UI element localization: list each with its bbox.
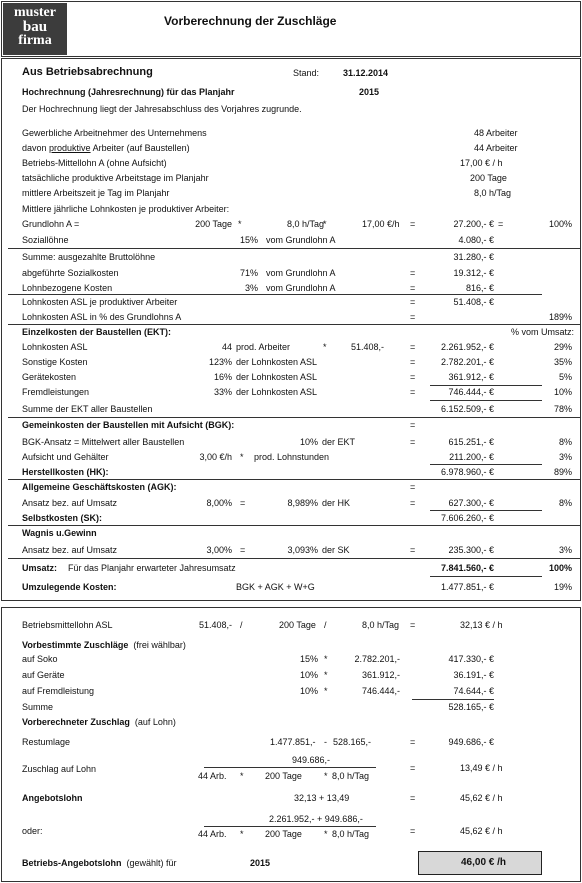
bml-a: 51.408,-: [198, 620, 232, 630]
rest-op: -: [324, 737, 327, 747]
info-label: [22, 143, 190, 153]
vz-row-label: auf Geräte: [22, 670, 65, 680]
sozial-basis: vom Grundlohn A: [266, 235, 336, 245]
vz-sum-value: 528.165,- €: [448, 702, 494, 712]
agk-value: 627.300,- €: [448, 498, 494, 508]
oder-op: *: [240, 829, 244, 839]
oder-a: 44 Arb.: [198, 829, 227, 839]
equals-sign: =: [410, 387, 416, 397]
divider: [8, 324, 581, 325]
equals-sign: =: [410, 763, 416, 773]
rest-value: 949.686,- €: [448, 737, 494, 747]
angl-formula: 32,13 + 13,49: [294, 793, 350, 803]
bal-sub: (gewählt) für: [126, 858, 177, 868]
stand-date: 31.12.2014: [343, 68, 389, 78]
vz-row-pct: 15%: [299, 654, 318, 664]
info-value: 44 Arbeiter: [474, 143, 518, 153]
bml-b: 200 Tage: [279, 620, 316, 630]
divider: [8, 479, 581, 480]
zal-op: *: [240, 771, 244, 781]
zal-c: 8,0 h/Tag: [332, 771, 370, 781]
ekt-row-label: Lohnkosten ASL: [22, 342, 88, 352]
ekt-sum-value: 6.152.509,- €: [440, 404, 494, 414]
agk-pct: 8%: [558, 498, 572, 508]
lohnbez-basis: vom Grundlohn A: [266, 283, 336, 293]
equals-sign: =: [410, 420, 416, 430]
grundlohn-mittellohn: 17,00 €/h: [362, 219, 400, 229]
oder-b: 200 Tage: [265, 829, 302, 839]
ekt-row-value: 361.912,- €: [448, 372, 494, 382]
vz-heading: [22, 640, 186, 650]
rest-b: 528.165,-: [333, 737, 372, 747]
vz-row-base: 361.912,-: [361, 670, 400, 680]
oder-numerator: 2.261.952,- + 949.686,-: [269, 814, 363, 824]
ekt-row-a: 33%: [213, 387, 232, 397]
zal-b: 200 Tage: [265, 771, 302, 781]
vz-row-label: auf Soko: [22, 654, 58, 664]
ekt-sum-label: Summe der EKT aller Baustellen: [22, 404, 153, 414]
umzul-value: 1.477.851,- €: [440, 582, 494, 592]
zal-a: 44 Arb.: [198, 771, 227, 781]
hk-label: Herstellkosten (HK):: [22, 467, 109, 477]
oder-c: 8,0 h/Tag: [332, 829, 370, 839]
angl-value: 45,62 € / h: [460, 793, 503, 803]
grundlohn-value: 27.200,- €: [453, 219, 494, 229]
vbz-sub: (auf Lohn): [134, 717, 176, 727]
zal-op: *: [324, 771, 328, 781]
info-label-part: davon: [22, 143, 50, 153]
divider: [8, 248, 581, 249]
vz-row-value: 36.191,- €: [453, 670, 494, 680]
hk-value: 6.978.960,- €: [440, 467, 494, 477]
bgk-basis: der EKT: [322, 437, 356, 447]
equals-sign: =: [498, 219, 504, 229]
agk-basis: der HK: [322, 498, 351, 508]
ekt-row-b: der Lohnkosten ASL: [236, 372, 318, 382]
lohnbez-label: Lohnbezogene Kosten: [22, 283, 113, 293]
divider: [430, 510, 542, 511]
vbz-title: Vorberechneter Zuschlag: [22, 717, 130, 727]
info-value: 17,00 € / h: [460, 158, 503, 168]
bgk-pct2: 8%: [558, 437, 572, 447]
zal-numerator: 949.686,-: [292, 755, 331, 765]
ekt-row-b: der Lohnkosten ASL: [236, 387, 318, 397]
sk-value: 7.606.260,- €: [440, 513, 494, 523]
divider: [8, 525, 581, 526]
sozial-value: 4.080,- €: [458, 235, 494, 245]
umsatz-value: 7.841.560,- €: [440, 563, 494, 573]
vz-row-op: *: [324, 670, 328, 680]
agk-b: 8,989%: [287, 498, 318, 508]
company-logo: [3, 3, 67, 55]
ekt-row-op: *: [323, 342, 327, 352]
aslpct-value: 189%: [548, 312, 572, 322]
abgef-basis: vom Grundlohn A: [266, 268, 336, 278]
ekt-row-value: 746.444,- €: [448, 387, 494, 397]
grundlohn-label: Grundlohn A =: [22, 219, 80, 229]
fraction-bar: [204, 826, 376, 827]
vz-row-op: *: [324, 654, 328, 664]
equals-sign: =: [410, 793, 416, 803]
grundlohn-op: *: [323, 219, 327, 229]
wg-value: 235.300,- €: [448, 545, 494, 555]
logo-line-1: muster: [14, 5, 56, 20]
abgef-pct: 71%: [239, 268, 258, 278]
bgk-title: Gemeinkosten der Baustellen mit Aufsicht (BGK):: [22, 420, 235, 430]
wg-a: 3,00%: [206, 545, 232, 555]
ekt-sum-pct: 78%: [553, 404, 572, 414]
vz-row-label: auf Fremdleistung: [22, 686, 95, 696]
wg-b: 3,093%: [287, 545, 318, 555]
equals-sign: =: [410, 219, 416, 229]
info-label-part: Arbeiter (auf Baustellen): [90, 143, 190, 153]
logo-line-2: bau: [22, 19, 48, 35]
bml-c: 8,0 h/Tag: [362, 620, 400, 630]
bml-label: Betriebsmittellohn ASL: [22, 620, 113, 630]
angl-label: Angebotslohn: [22, 793, 83, 803]
vz-sub: (frei wählbar): [133, 640, 186, 650]
info-value: 8,0 h/Tag: [474, 188, 512, 198]
equals-sign: =: [410, 357, 416, 367]
umzul-formula: BGK + AGK + W+G: [236, 582, 315, 592]
ekt-row-pct: 35%: [553, 357, 572, 367]
ekt-row-value: 2.782.201,- €: [440, 357, 494, 367]
vz-row-pct: 10%: [299, 686, 318, 696]
bal-heading: [22, 858, 177, 868]
ekt-row-a: 123%: [208, 357, 232, 367]
ekt-row-c: 51.408,-: [351, 342, 385, 352]
aufsicht-rate: 3,00 €/h: [199, 452, 232, 462]
equals-sign: =: [410, 268, 416, 278]
equals-sign: =: [410, 545, 416, 555]
info-value: 200 Tage: [470, 173, 507, 183]
equals-sign: =: [410, 372, 416, 382]
sk-label: Selbstkosten (SK):: [22, 513, 103, 523]
ekt-row-pct: 29%: [553, 342, 572, 352]
umsatz-label: Umsatz:: [22, 563, 58, 573]
bal-value: 46,00 € /h: [461, 857, 507, 868]
planjahr: 2015: [359, 87, 380, 97]
equals-sign: =: [410, 437, 416, 447]
equals-sign: =: [410, 826, 416, 836]
umzul-label: Umzulegende Kosten:: [22, 582, 117, 592]
oder-label: oder:: [22, 826, 43, 836]
equals-sign: =: [410, 312, 416, 322]
divider: [430, 464, 542, 465]
bml-value: 32,13 € / h: [460, 620, 503, 630]
ekt-row-b: prod. Arbeiter: [236, 342, 291, 352]
lohn-heading: Mittlere jährliche Lohnkosten je produktiver Arbeiter:: [22, 204, 230, 214]
rest-a: 1.477.851,-: [270, 737, 316, 747]
aufsicht-value: 211.200,- €: [449, 452, 494, 462]
grundlohn-tage: 200 Tage: [195, 219, 232, 229]
brutto-label: Summe: ausgezahlte Bruttolöhne: [22, 252, 156, 262]
stand-label: Stand:: [293, 68, 320, 78]
hochrechnung-note: Der Hochrechnung liegt der Jahresabschluss des Vorjahres zugrunde.: [22, 104, 302, 114]
ekt-row-label: Sonstige Kosten: [22, 357, 88, 367]
ekt-row-b: der Lohnkosten ASL: [236, 357, 318, 367]
rest-label: Restumlage: [22, 737, 71, 747]
divider: [8, 294, 542, 295]
aufsicht-basis: prod. Lohnstunden: [254, 452, 330, 462]
ekt-title: Einzelkosten der Baustellen (EKT):: [22, 327, 172, 337]
vz-row-base: 2.782.201,-: [354, 654, 400, 664]
grundlohn-pct: 100%: [548, 219, 572, 229]
bgk-value: 615.251,- €: [448, 437, 494, 447]
agk-ansatz-label: Ansatz bez. auf Umsatz: [22, 498, 118, 508]
oder-value: 45,62 € / h: [460, 826, 503, 836]
info-label: Betriebs-Mittellohn A (ohne Aufsicht): [22, 158, 167, 168]
divider: [8, 558, 581, 559]
agk-title: Allgemeine Geschäftskosten (AGK):: [22, 482, 177, 492]
hk-pct: 89%: [553, 467, 572, 477]
abgef-value: 19.312,- €: [453, 268, 494, 278]
grundlohn-op: *: [238, 219, 242, 229]
sozial-pct: 15%: [239, 235, 258, 245]
vz-title: Vorbestimmte Zuschläge: [22, 640, 129, 650]
equals-sign: =: [410, 482, 416, 492]
aufsicht-op: *: [240, 452, 244, 462]
divider: [430, 576, 542, 577]
info-label-underlined: produktive: [49, 143, 91, 153]
ekt-row-pct: 5%: [558, 372, 572, 382]
ekt-row-label: Fremdleistungen: [22, 387, 90, 397]
ekt-row-label: Gerätekosten: [22, 372, 77, 382]
ekt-row-a: 44: [221, 342, 232, 352]
info-value: 48 Arbeiter: [474, 128, 518, 138]
ekt-row-value: 2.261.952,- €: [440, 342, 494, 352]
logo-line-3: firma: [18, 33, 52, 48]
vz-row-pct: 10%: [299, 670, 318, 680]
equals-sign: =: [410, 297, 416, 307]
fraction-bar: [204, 767, 376, 768]
umzul-pct: 19%: [553, 582, 572, 592]
ekt-header: % vom Umsatz:: [511, 327, 575, 337]
divider: [430, 385, 542, 386]
top-section-title: Aus Betriebsabrechnung: [22, 66, 153, 78]
zal-value: 13,49 € / h: [460, 763, 503, 773]
bal-year: 2015: [250, 858, 271, 868]
info-label: Gewerbliche Arbeitnehmer des Unternehmens: [22, 128, 207, 138]
vz-sum-label: Summe: [22, 702, 54, 712]
aslpct-label: Lohnkosten ASL in % des Grundlohns A: [22, 312, 182, 322]
header-frame: [1, 1, 581, 57]
divider: [8, 417, 581, 418]
asl-value: 51.408,- €: [453, 297, 494, 307]
page-title: Vorberechnung der Zuschläge: [164, 14, 337, 28]
wg-pct: 3%: [558, 545, 572, 555]
divider: [430, 400, 542, 401]
wg-title: Wagnis u.Gewinn: [22, 528, 97, 538]
bml-op: /: [240, 620, 243, 630]
vz-row-op: *: [324, 686, 328, 696]
bgk-ansatz-label: BGK-Ansatz = Mittelwert aller Baustellen: [22, 437, 185, 447]
zal-label: Zuschlag auf Lohn: [22, 764, 97, 774]
oder-op: *: [324, 829, 328, 839]
umsatz-desc: Für das Planjahr erwarteter Jahresumsatz: [68, 563, 236, 573]
bal-label: Betriebs-Angebotslohn: [22, 858, 122, 868]
agk-eq1: =: [240, 498, 246, 508]
vz-row-base: 746.444,-: [361, 686, 400, 696]
aufsicht-pct2: 3%: [558, 452, 572, 462]
vz-row-value: 74.644,- €: [453, 686, 494, 696]
wg-ansatz-label: Ansatz bez. auf Umsatz: [22, 545, 118, 555]
wg-eq1: =: [240, 545, 246, 555]
bgk-pct: 10%: [299, 437, 318, 447]
vz-row-value: 417.330,- €: [448, 654, 494, 664]
ekt-row-a: 16%: [213, 372, 232, 382]
sozial-label: Soziallöhne: [22, 235, 69, 245]
wg-basis: der SK: [322, 545, 350, 555]
abgef-label: abgeführte Sozialkosten: [22, 268, 119, 278]
equals-sign: =: [410, 498, 416, 508]
equals-sign: =: [410, 620, 416, 630]
info-label: mittlere Arbeitszeit je Tag im Planjahr: [22, 188, 170, 198]
asl-label: Lohnkosten ASL je produktiver Arbeiter: [22, 297, 178, 307]
agk-a: 8,00%: [206, 498, 232, 508]
divider: [412, 699, 494, 700]
ekt-row-pct: 10%: [553, 387, 572, 397]
aufsicht-label: Aufsicht und Gehälter: [22, 452, 109, 462]
hochrechnung-label: Hochrechnung (Jahresrechnung) für das Planjahr: [22, 87, 235, 97]
lohnbez-value: 816,- €: [465, 283, 494, 293]
brutto-value: 31.280,- €: [453, 252, 494, 262]
umsatz-pct: 100%: [548, 563, 572, 573]
vbz-heading: [22, 717, 176, 727]
lohnbez-pct: 3%: [244, 283, 258, 293]
equals-sign: =: [410, 283, 416, 293]
equals-sign: =: [410, 737, 416, 747]
info-label: tatsächliche produktive Arbeitstage im Planjahr: [22, 173, 209, 183]
grundlohn-std: 8,0 h/Tag: [286, 219, 324, 229]
equals-sign: =: [410, 342, 416, 352]
bml-op: /: [324, 620, 327, 630]
